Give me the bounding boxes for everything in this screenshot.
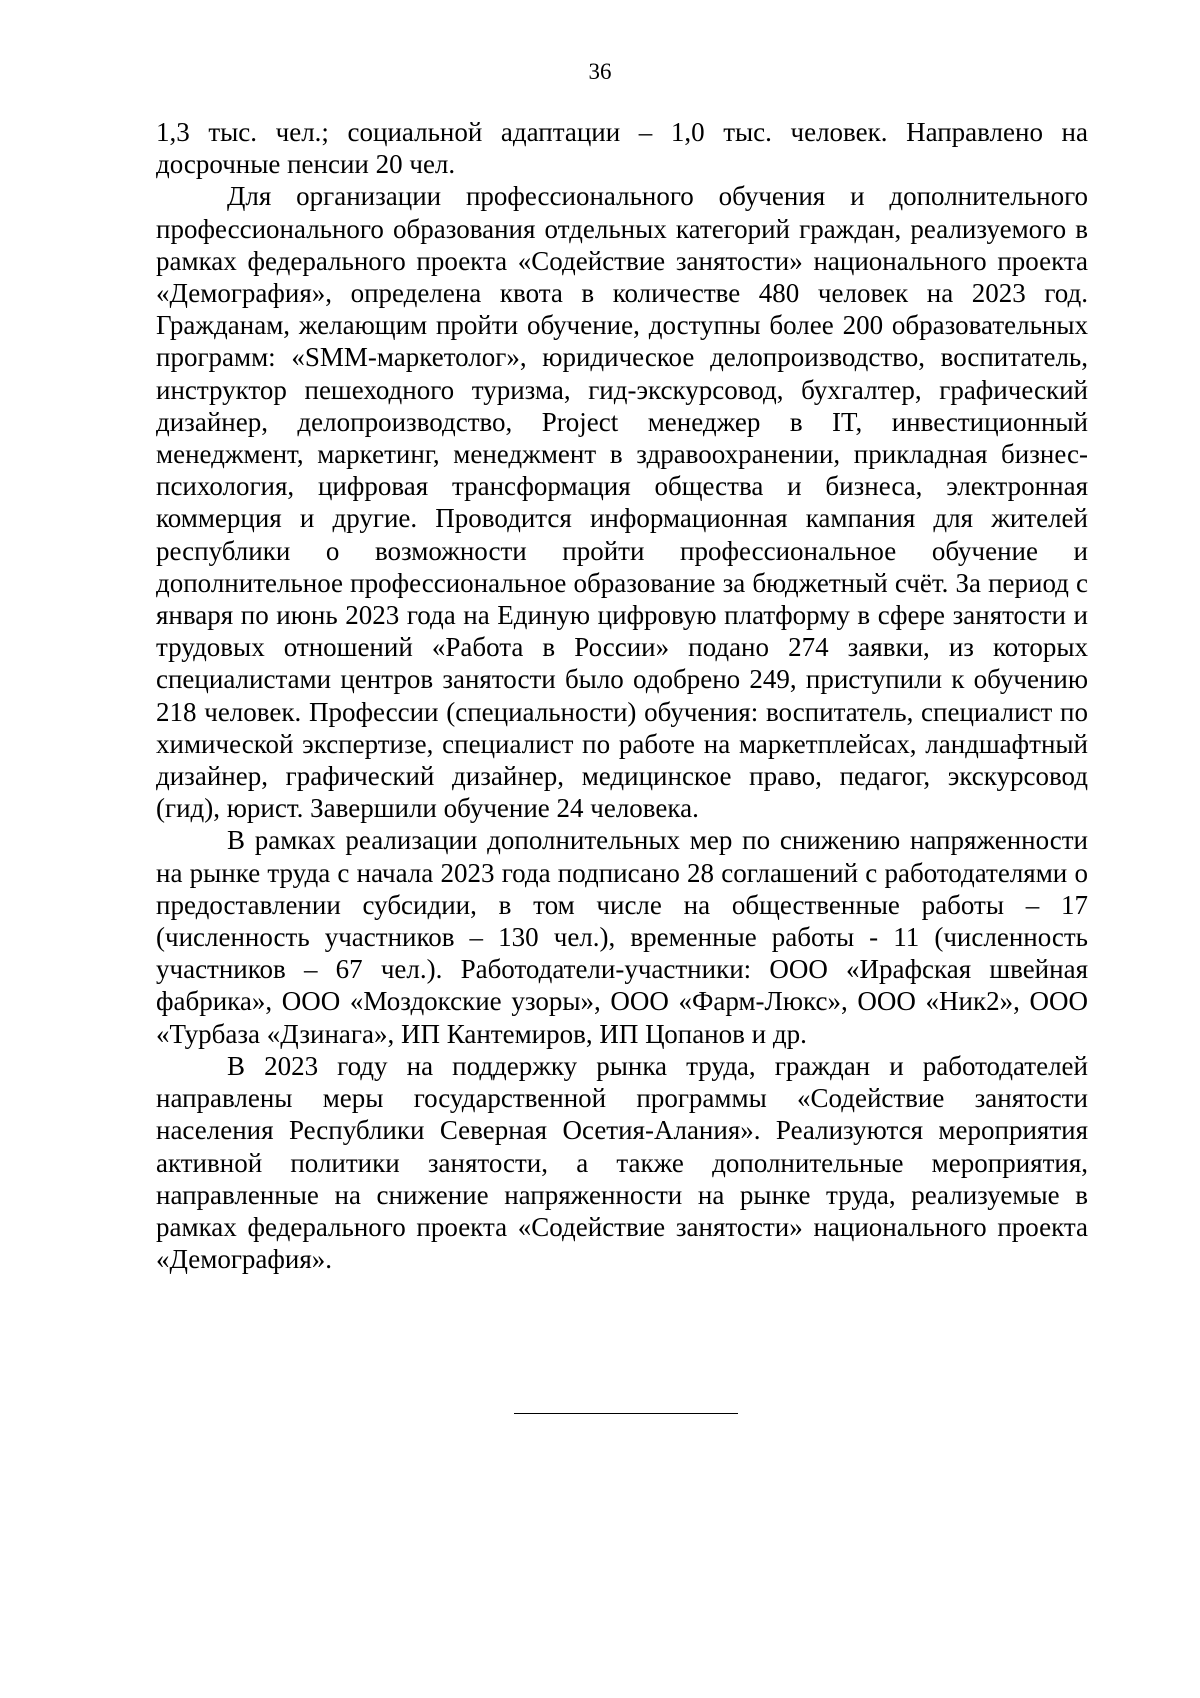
paragraph-state-program: В 2023 году на поддержку рынка труда, граждан и работодателей направлены меры государственной программы «Содействие занятости населения Республики Северная Осетия-Алания». Реализуются мероприятия активной политики занятости, а также дополнительные мероприятия, направленные на снижение напряженности на рынке труда, реализуемые в рамках федерального проекта «Содействие занятости» национального проекта «Демография». [156,1050,1088,1275]
paragraph-continuation: 1,3 тыс. чел.; социальной адаптации – 1,0 тыс. человек. Направлено на досрочные пенсии 20 чел. [156,117,1088,180]
end-of-text-rule [514,1413,738,1414]
paragraph-employer-subsidies: В рамках реализации дополнительных мер по снижению напряженности на рынке труда с начала 2023 года подписано 28 соглашений с работодателями о предоставлении субсидии, в том числе на общественные работы – 17 (численность участников – 130 чел.), временные работы - 11 (численность участников – 67 чел.). Работодатели-участники: ООО «Ирафская швейная фабрика», ООО «Моздокские узоры», ООО «Фарм-Люкс», ООО «Ник2», ООО «Турбаза «Дзинага», ИП Кантемиров, ИП Цопанов и др. [156,825,1088,1049]
document-body [156,116,1088,1275]
paragraph-professional-training: Для организации профессионального обучения и дополнительного профессионального образования отдельных категорий граждан, реализуемого в рамках федерального проекта «Содействие занятости» национального проекта «Демография», определена квота в количестве 480 человек на 2023 год. Гражданам, желающим пройти обучение, доступны более 200 образовательных программ: «SMM-маркетолог», юридическое делопроизводство, воспитатель, инструктор пешеходного туризма, гид-экскурсовод, бухгалтер, графический дизайнер, делопроизводство, Project менеджер в IT, инвестиционный менеджмент, маркетинг, менеджмент в здравоохранении, прикладная бизнес-психология, цифровая трансформация общества и бизнеса, электронная коммерция и другие. Проводится информационная кампания для жителей республики о возможности пройти профессиональное обучение и дополнительное профессиональное образование за бюджетный счёт. За период с января по июнь 2023 года на Единую цифровую платформу в сфере занятости и трудовых отношений «Работа в России» подано 274 заявки, из которых специалистами центров занятости было одобрено 249, приступили к обучению 218 человек. Профессии (специальности) обучения: воспитатель, специалист по химической экспертизе, специалист по работе на маркетплейсах, ландшафтный дизайнер, графический дизайнер, медицинское право, педагог, экскурсовод (гид), юрист. Завершили обучение 24 человека. [156,181,1088,824]
page-number: 36 [588,59,612,84]
